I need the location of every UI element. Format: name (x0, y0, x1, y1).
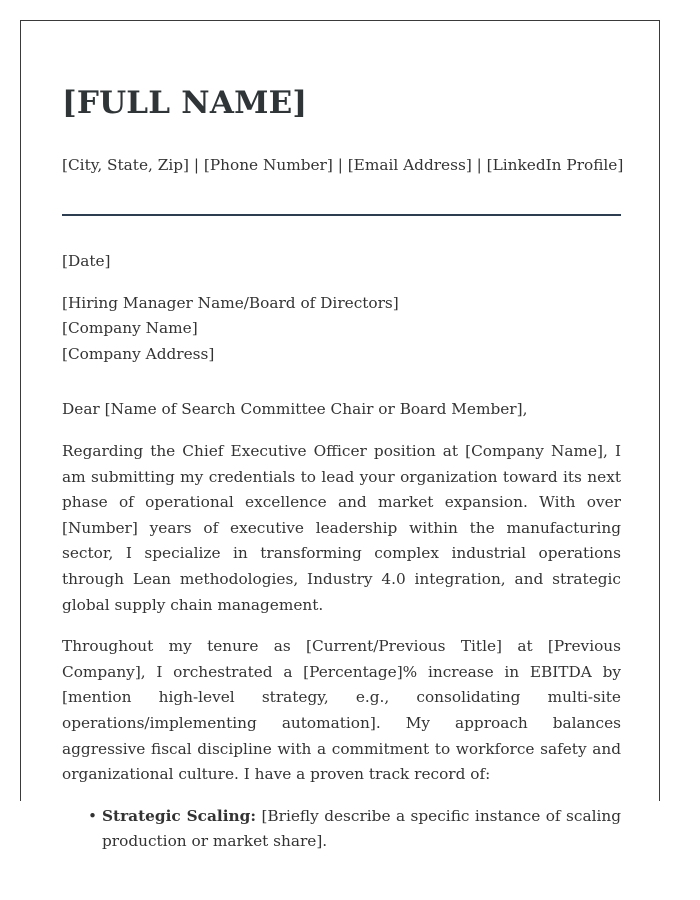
achievement-label: Strategic Scaling: (102, 806, 256, 825)
contact-info: [City, State, Zip] | [Phone Number] | [Email Address] | [LinkedIn Profile] (62, 156, 624, 174)
letter-date: [Date] (62, 252, 111, 270)
letter-page (20, 20, 660, 851)
achievements-list (62, 804, 621, 855)
achievement-item (88, 804, 622, 855)
letter-body (62, 249, 621, 855)
paragraph-intro: Regarding the Chief Executive Officer position at [Company Name], I am submitting my credentials to lead your organization toward its next phase of operational excellence and market expansion. With over [Number] years of executive leadership within the manufacturing sector, I specialize in transforming complex industrial operations through Lean methodologies, Industry 4.0 integration, and strategic global supply chain management. (62, 441, 621, 614)
salutation: Dear [Name of Search Committee Chair or Board Member], (62, 400, 528, 419)
achievement-text: [Briefly describe a specific instance of scaling production or market share]. (102, 806, 622, 851)
bullet-icon: • (88, 806, 98, 825)
header-divider (62, 214, 621, 216)
paragraph-experience: Throughout my tenure as [Current/Previous Title] at [Previous Company], I orchestrated a [Percentage]% increase in EBITDA by [mention high-level strategy, e.g., consolidating multi-site operations/implementing automation]. My approach balances aggressive fiscal discipline with a commitment to workforce safety and organizational culture. I have a proven track record of: (62, 637, 621, 784)
full-name-heading: [FULL NAME] (62, 85, 308, 121)
recipient-name: [Hiring Manager Name/Board of Directors] (62, 293, 399, 312)
recipient-company: [Company Name] (62, 319, 198, 338)
recipient-address: [Company Address] (62, 344, 215, 363)
